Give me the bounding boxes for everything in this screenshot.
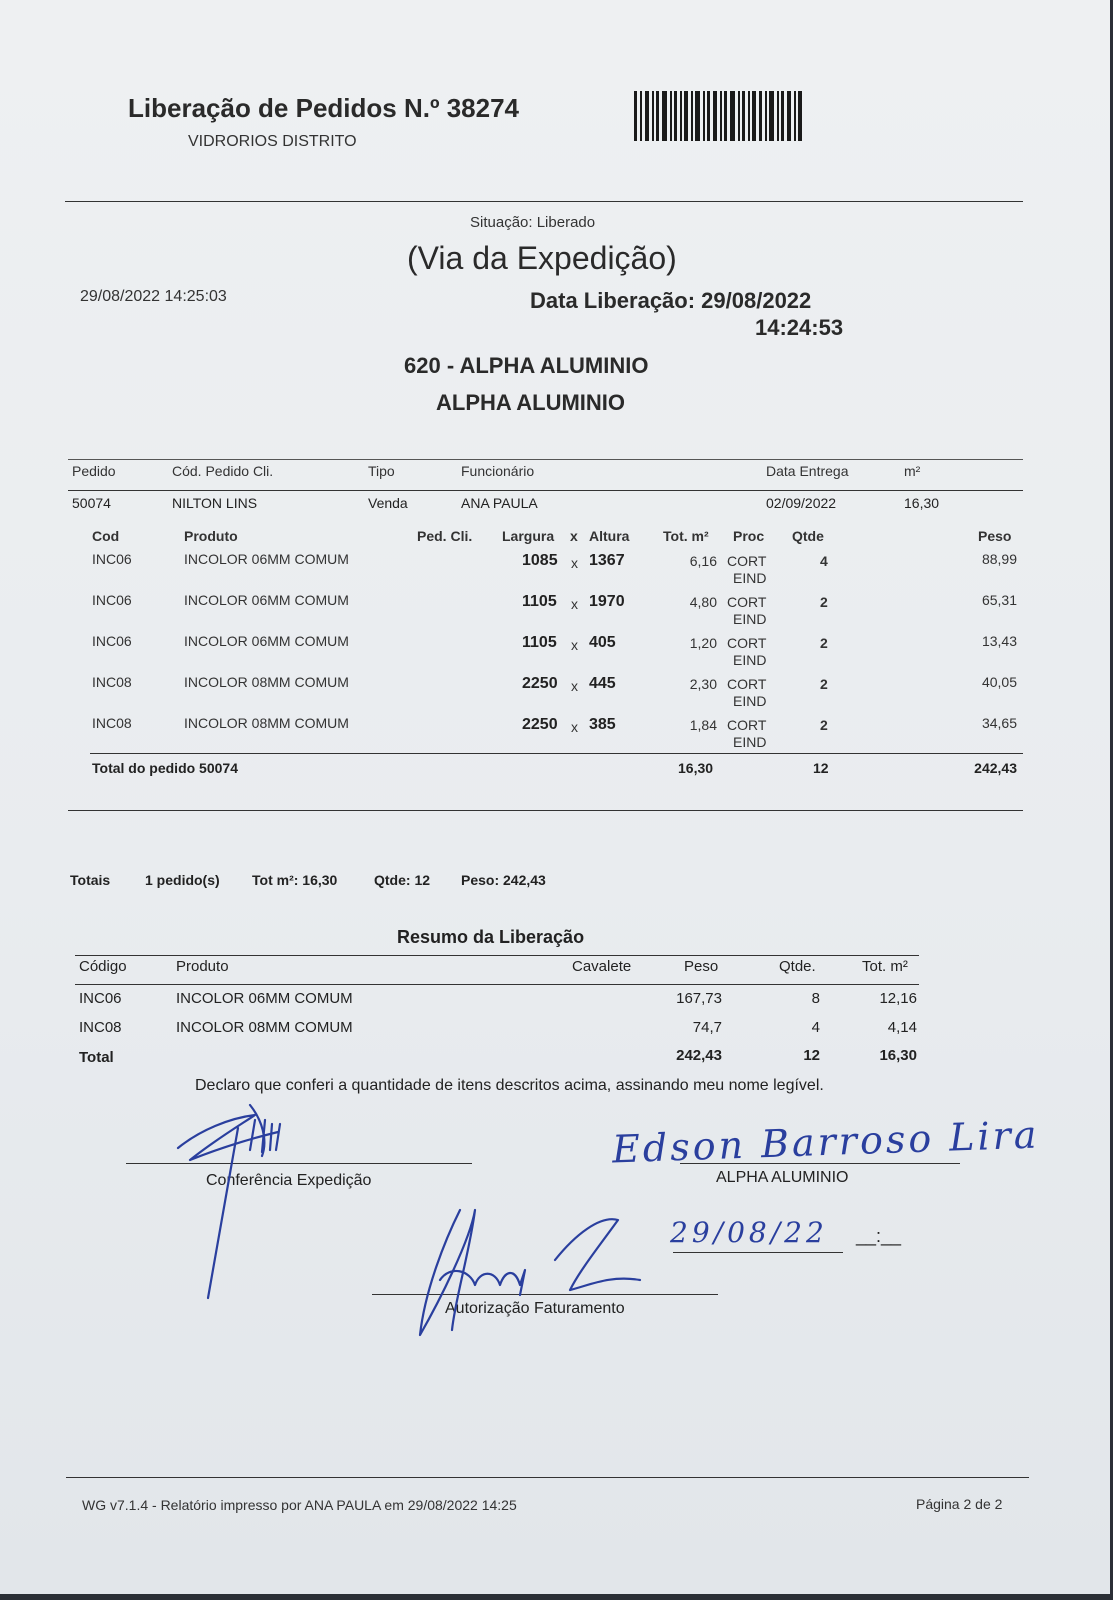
item-x: x [571, 678, 578, 694]
order-bottom-line [68, 810, 1023, 811]
item-tot-m2: 2,30 [689, 676, 717, 692]
item-col-proc: Proc [733, 528, 765, 544]
item-col-peso: Peso [978, 528, 1012, 544]
client-name: ALPHA ALUMINIO [436, 390, 626, 415]
item-peso: 34,65 [981, 715, 1017, 731]
order-top-line [68, 459, 1023, 460]
resumo-total-m2: 16,30 [879, 1047, 917, 1064]
item-proc-2: EIND [733, 693, 767, 709]
signature-line-conferencia [126, 1163, 472, 1164]
item-produto: INCOLOR 08MM COMUM [184, 715, 349, 731]
item-qtde: 2 [820, 594, 828, 610]
item-altura: 405 [589, 634, 616, 651]
order-header-line [68, 490, 1023, 491]
resumo-qtde: 4 [811, 1019, 820, 1036]
item-produto: INCOLOR 06MM COMUM [184, 551, 349, 567]
footer-left: WG v7.1.4 - Relatório impresso por ANA PAULA em 29/08/2022 14:25 [82, 1497, 517, 1513]
item-proc-2: EIND [733, 652, 767, 668]
resumo-produto: INCOLOR 06MM COMUM [176, 990, 353, 1007]
item-tot-m2: 1,20 [689, 635, 717, 651]
resumo-col-peso: Peso [684, 958, 719, 975]
item-cod: INC06 [92, 551, 132, 567]
header-divider [65, 201, 1023, 202]
resumo-produto: INCOLOR 08MM COMUM [176, 1019, 353, 1036]
item-altura: 1367 [589, 552, 625, 569]
totais-peso: Peso: 242,43 [461, 872, 546, 888]
item-tot-m2: 4,80 [689, 594, 717, 610]
conferencia-label: Conferência Expedição [206, 1172, 372, 1189]
item-col-cod: Cod [92, 528, 120, 544]
resumo-tot-m2: 4,14 [887, 1019, 917, 1036]
time-blank: __:__ [856, 1226, 902, 1246]
footer-page-number: Página 2 de 2 [916, 1496, 1003, 1512]
resumo-header-line [75, 984, 919, 985]
item-proc: CORT [727, 635, 767, 651]
item-cod: INC06 [92, 592, 132, 608]
item-qtde: 4 [820, 553, 828, 569]
item-col-ped-cli: Ped. Cli. [417, 528, 473, 544]
resumo-col-codigo: Código [79, 958, 127, 975]
item-altura: 1970 [589, 593, 625, 610]
item-produto: INCOLOR 08MM COMUM [184, 674, 349, 690]
data-liberacao: Data Liberação: 29/08/2022 [530, 288, 812, 313]
item-proc: CORT [727, 594, 767, 610]
order-cod-pedido-cli: NILTON LINS [172, 495, 258, 511]
resumo-tot-m2: 12,16 [879, 990, 917, 1007]
company-name: VIDRORIOS DISTRITO [188, 133, 357, 150]
printed-datetime: 29/08/2022 14:25:03 [80, 288, 227, 305]
item-altura: 385 [589, 716, 616, 733]
item-proc: CORT [727, 676, 767, 692]
item-cod: INC08 [92, 674, 132, 690]
item-col-qtde: Qtde [792, 528, 824, 544]
client-signature-label: ALPHA ALUMINIO [716, 1169, 849, 1186]
date-line [673, 1252, 843, 1253]
order-data-entrega: 02/09/2022 [766, 495, 837, 511]
item-produto: INCOLOR 06MM COMUM [184, 633, 349, 649]
handwritten-date: 29/08/22 [670, 1216, 828, 1249]
item-col-altura: Altura [589, 528, 630, 544]
signature-line-autorizacao [372, 1294, 718, 1295]
col-m2: m² [904, 463, 921, 479]
totais-label: Totais [70, 872, 111, 888]
order-tipo: Venda [368, 495, 408, 511]
resumo-codigo: INC08 [79, 1019, 122, 1036]
item-col-produto: Produto [184, 528, 238, 544]
order-total-m2: 16,30 [678, 760, 714, 776]
items-total-line [90, 753, 1023, 754]
item-peso: 88,99 [981, 551, 1017, 567]
item-proc-2: EIND [733, 611, 767, 627]
item-largura: 1085 [522, 552, 558, 569]
handwritten-client-name: Edson Barroso Lira [611, 1112, 1041, 1172]
col-pedido: Pedido [72, 463, 116, 479]
col-cod-pedido-cli: Cód. Pedido Cli. [172, 463, 274, 479]
autorizacao-label: Autorização Faturamento [445, 1300, 625, 1317]
resumo-total-qtde: 12 [803, 1047, 820, 1064]
item-cod: INC08 [92, 715, 132, 731]
resumo-total-peso: 242,43 [676, 1047, 722, 1064]
item-proc: CORT [727, 553, 767, 569]
item-largura: 1105 [522, 634, 557, 651]
order-total-label: Total do pedido 50074 [92, 760, 238, 776]
item-col-x: x [570, 528, 578, 544]
item-col-largura: Largura [502, 528, 555, 544]
col-funcionario: Funcionário [461, 463, 535, 479]
item-largura: 1105 [522, 593, 557, 610]
order-funcionario: ANA PAULA [461, 495, 538, 511]
item-x: x [571, 719, 578, 735]
resumo-peso: 74,7 [692, 1019, 722, 1036]
item-peso: 65,31 [981, 592, 1017, 608]
item-tot-m2: 6,16 [689, 553, 717, 569]
document-title: Liberação de Pedidos N.º 38274 [128, 93, 519, 123]
item-cod: INC06 [92, 633, 132, 649]
item-proc: CORT [727, 717, 767, 733]
item-col-tot-m2: Tot. m² [663, 528, 709, 544]
order-m2: 16,30 [904, 495, 940, 511]
item-tot-m2: 1,84 [689, 717, 717, 733]
item-proc-2: EIND [733, 734, 767, 750]
resumo-col-tot-m2: Tot. m² [862, 958, 908, 975]
resumo-peso: 167,73 [676, 990, 722, 1007]
status-situacao: Situação: Liberado [470, 214, 596, 231]
item-x: x [571, 637, 578, 653]
order-total-peso: 242,43 [974, 760, 1017, 776]
totais-pedidos: 1 pedido(s) [145, 872, 220, 888]
client-code-name: 620 - ALPHA ALUMINIO [404, 353, 649, 378]
totais-m2: Tot m²: 16,30 [252, 872, 338, 888]
resumo-title: Resumo da Liberação [397, 927, 585, 947]
declaration-text: Declaro que conferi a quantidade de itens descritos acima, assinando meu nome legível. [195, 1077, 824, 1094]
resumo-top-line [75, 955, 919, 956]
resumo-col-qtde: Qtde. [779, 958, 816, 975]
item-largura: 2250 [522, 675, 558, 692]
col-tipo: Tipo [368, 463, 395, 479]
item-peso: 13,43 [981, 633, 1017, 649]
item-proc-2: EIND [733, 570, 767, 586]
item-x: x [571, 555, 578, 571]
resumo-col-cavalete: Cavalete [572, 958, 632, 975]
barcode-icon [634, 91, 802, 141]
footer-divider [66, 1477, 1029, 1478]
item-x: x [571, 596, 578, 612]
order-pedido: 50074 [72, 495, 111, 511]
data-liberacao-time: 14:24:53 [755, 315, 844, 340]
resumo-codigo: INC06 [79, 990, 122, 1007]
via-label: (Via da Expedição) [407, 240, 677, 276]
resumo-qtde: 8 [811, 990, 820, 1007]
item-peso: 40,05 [981, 674, 1017, 690]
order-total-qtde: 12 [813, 760, 829, 776]
totais-qtde: Qtde: 12 [374, 872, 431, 888]
item-qtde: 2 [820, 635, 828, 651]
col-data-entrega: Data Entrega [766, 463, 849, 479]
item-altura: 445 [589, 675, 616, 692]
item-largura: 2250 [522, 716, 558, 733]
item-qtde: 2 [820, 717, 828, 733]
item-produto: INCOLOR 06MM COMUM [184, 592, 349, 608]
item-qtde: 2 [820, 676, 828, 692]
resumo-col-produto: Produto [176, 958, 229, 975]
resumo-total-label: Total [79, 1049, 114, 1066]
